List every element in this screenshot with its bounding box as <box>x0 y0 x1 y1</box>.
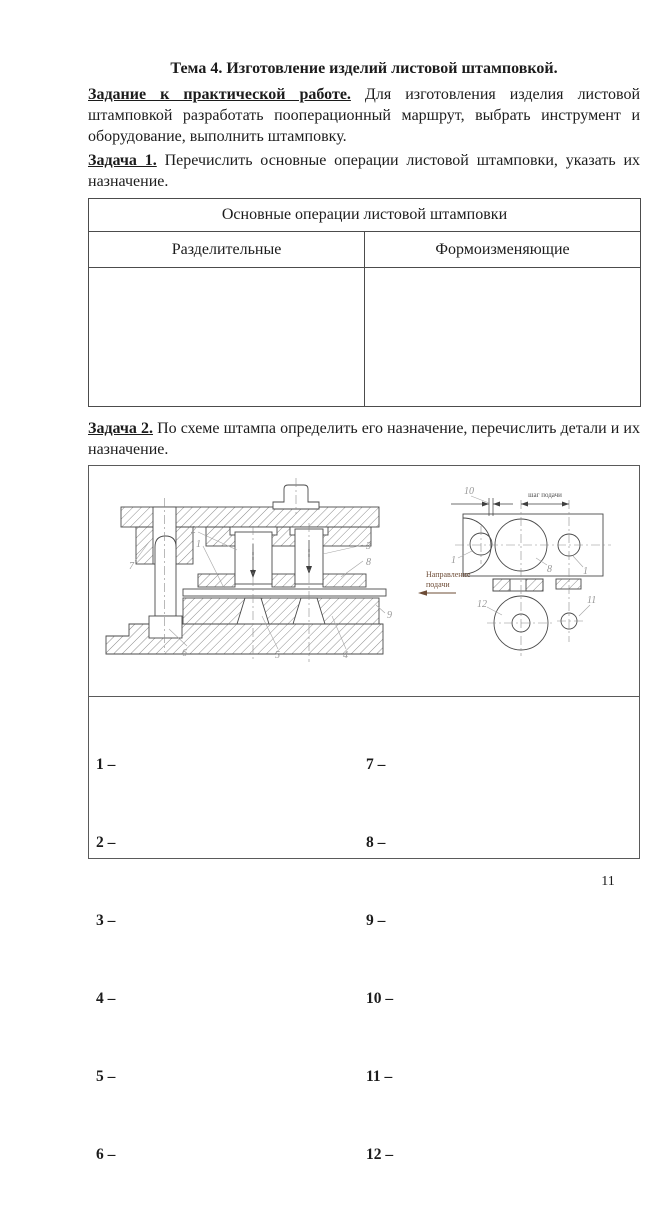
callout-strip-1b: 1 <box>583 566 588 577</box>
assignment-lead: Задание к практической работе. <box>88 86 351 103</box>
stamp-diagram <box>89 466 639 696</box>
callout-strip-1: 1 <box>451 555 456 566</box>
callout-3: 3 <box>366 541 371 552</box>
task1-paragraph <box>88 150 640 192</box>
callout-6: 6 <box>182 648 187 659</box>
task1-lead: Задача 1. <box>88 152 157 169</box>
callout-4: 4 <box>343 650 348 661</box>
callout-12: 12 <box>477 599 487 610</box>
feed-direction-arrow <box>418 590 427 596</box>
page-number: 11 <box>601 874 615 889</box>
table-column-formoizmenyayushchie: Формоизменяющие <box>365 232 641 268</box>
stamp-diagram-figure <box>88 465 640 697</box>
table-blank-cell-left <box>89 268 365 407</box>
feed-direction-label-line1: Направление <box>426 570 471 579</box>
callout-strip-8: 8 <box>547 564 552 575</box>
callout-1: 1 <box>196 539 201 550</box>
answer-blank-2: 2 – <box>96 834 116 851</box>
callout-10: 10 <box>464 486 474 497</box>
callout-11: 11 <box>587 595 597 606</box>
assignment-paragraph <box>88 84 640 147</box>
callout-8: 8 <box>366 557 371 568</box>
answer-blank-8: 8 – <box>366 834 386 851</box>
task2-lead: Задача 2. <box>88 420 153 437</box>
table-header-cell: Основные операции листовой штамповки <box>89 199 641 232</box>
answer-blank-11: 11 – <box>366 1068 393 1085</box>
callout-5: 5 <box>275 650 280 661</box>
task2-body: По схеме штампа определить его назначение, перечислить детали и их назначение. <box>88 420 640 458</box>
table-blank-cell-right <box>365 268 641 407</box>
assignment-body: Для изготовления изделия листовой штамповкой разработать пооперационный маршрут, выбрать инструмент и оборудование, выполнить штамповку. <box>88 86 641 145</box>
task1-body: Перечислить основные операции листовой штамповки, указать их назначение. <box>88 152 641 190</box>
callout-7: 7 <box>129 561 134 572</box>
feed-direction-label-line2: подачи <box>426 580 450 589</box>
operations-table <box>88 198 641 407</box>
answers-column-right <box>366 700 393 1220</box>
answer-blank-4: 4 – <box>96 990 116 1007</box>
answers-column-left <box>96 700 119 1220</box>
answer-blank-5: 5 – <box>96 1068 116 1085</box>
table-column-razdelitelnye: Разделительные <box>89 232 365 268</box>
answer-blank-9: 9 – <box>366 912 386 929</box>
task2-paragraph <box>88 418 640 460</box>
answer-blank-12: 12 – <box>366 1146 394 1163</box>
answer-blank-6: 6 – <box>96 1146 116 1163</box>
answers-box <box>88 696 640 1163</box>
callout-2: 2 <box>191 525 196 536</box>
answer-blank-7: 7 – <box>366 756 386 773</box>
feed-step-label: шаг подачи <box>528 491 562 499</box>
answer-blank-1: 1 – <box>96 756 116 773</box>
callout-9: 9 <box>387 610 392 621</box>
answer-blank-10: 10 – <box>366 990 394 1007</box>
answer-blank-3: 3 – <box>96 912 116 929</box>
page-title: Тема 4. Изготовление изделий листовой штамповкой. <box>170 60 558 77</box>
